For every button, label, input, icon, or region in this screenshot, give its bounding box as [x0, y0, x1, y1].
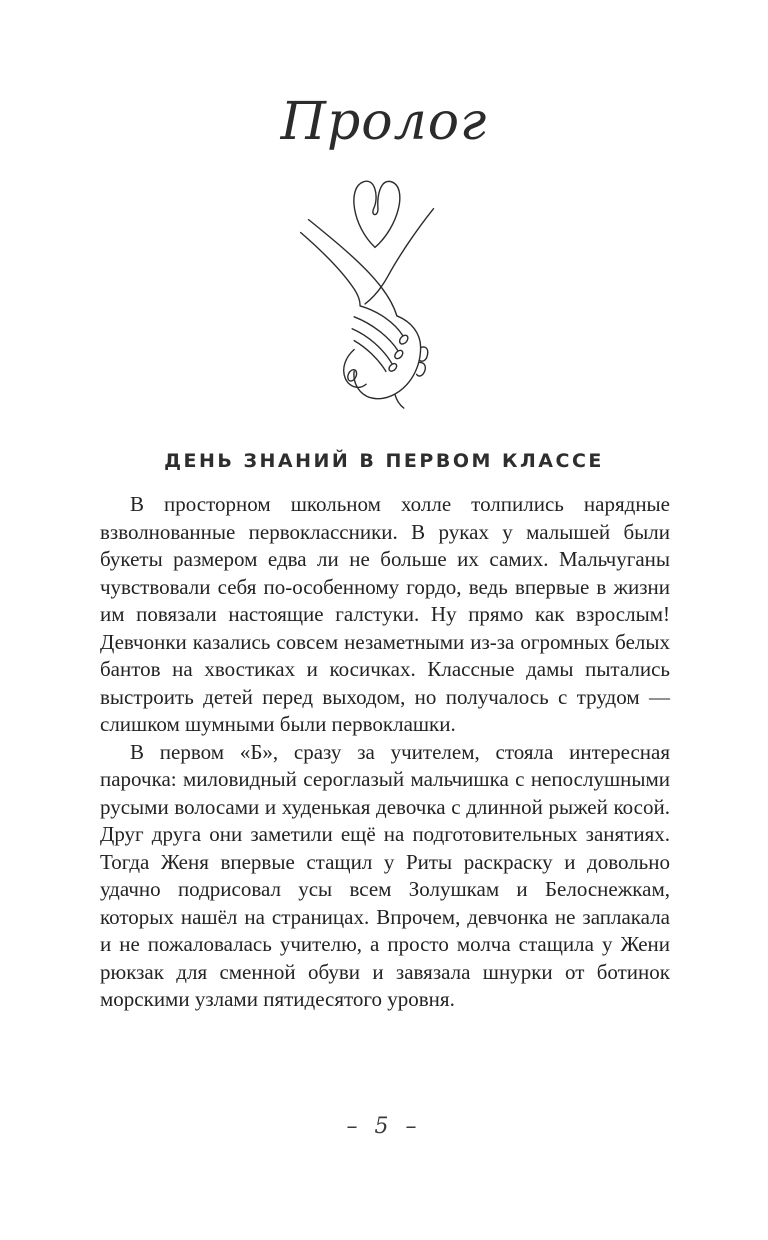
- body-text: [100, 491, 670, 1014]
- holding-hands-heart-icon: [300, 176, 450, 414]
- chapter-heading: ДЕНЬ ЗНАНИЙ В ПЕРВОМ КЛАССЕ: [164, 450, 604, 472]
- page-number: – 5 –: [346, 1114, 422, 1139]
- paragraph-1: В просторном школьном холле толпились нарядные взволнованные первоклассники. В руках у малышей были букеты размером едва ли не больше их самих. Мальчуганы чувствовали себя по-особенному гордо, ведь впервые в жизни им повязали настоящие галстуки. Ну прямо как взрослым! Девчонки казались совсем незаметными из-за огромных белых бантов на хвостиках и косичках. Классные дамы пытались выстроить детей перед выходом, но получалось с трудом — слишком шумными были первоклашки.: [100, 492, 670, 736]
- holding-hands-illustration: [300, 176, 450, 414]
- page-title: Пролог: [280, 92, 488, 152]
- paragraph-2: В первом «Б», сразу за учителем, стояла интересная парочка: миловидный сероглазый мальчишка с непослушными русыми волосами и худенькая девочка с длинной рыжей косой. Друг друга они заметили ещё на подготовительных занятиях. Тогда Женя впервые стащил у Риты раскраску и довольно удачно подрисовал усы всем Золушкам и Белоснежкам, которых нашёл на страницах. Впрочем, девчонка не заплакала и не пожаловалась учителю, а просто молча стащила у Жени рюкзак для сменной обуви и завязала шнурки от ботинок морскими узлами пятидесятого уровня.: [100, 739, 670, 1011]
